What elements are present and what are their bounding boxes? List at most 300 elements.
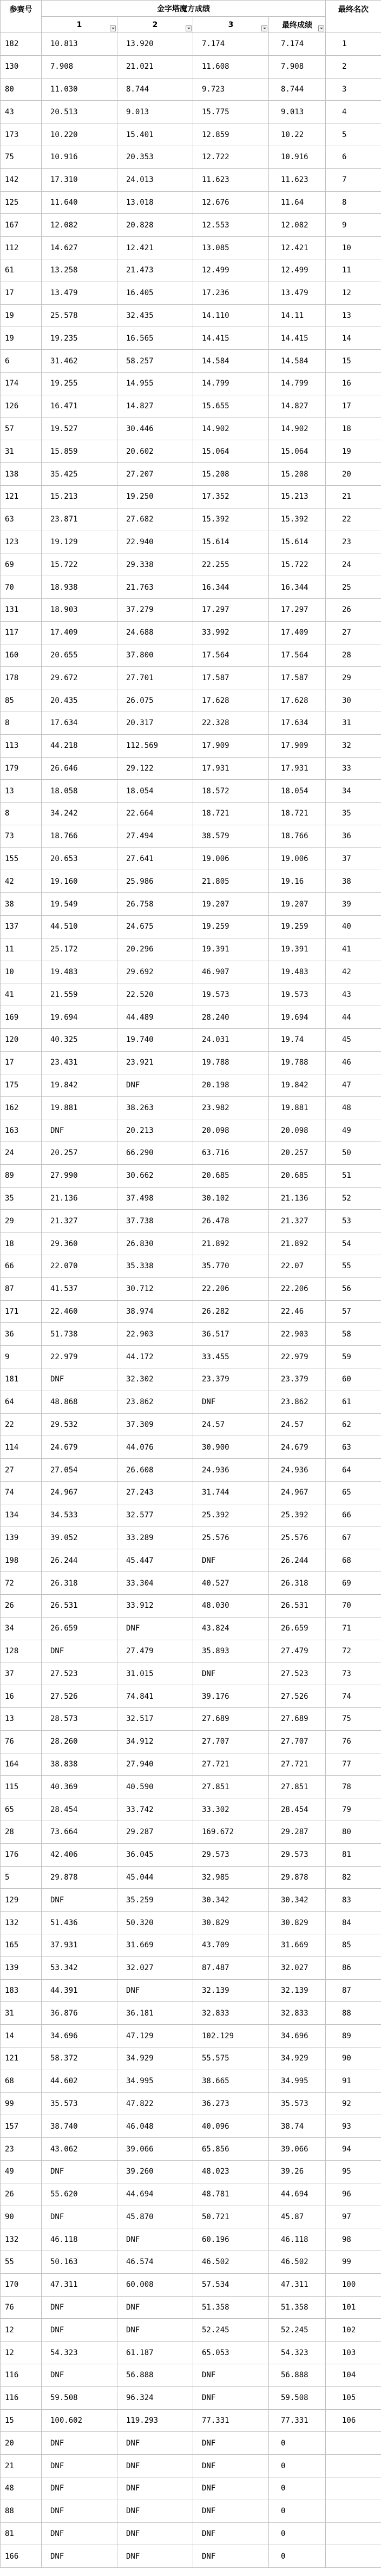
cell-final-rank[interactable]: 2 (326, 55, 381, 78)
cell-contestant-id[interactable]: 8 (1, 712, 42, 734)
cell-attempt-1[interactable]: 44.602 (42, 2070, 117, 2092)
cell-attempt-3[interactable]: 25.392 (193, 1504, 269, 1527)
cell-contestant-id[interactable]: 55 (1, 2251, 42, 2274)
cell-attempt-3[interactable]: 17.297 (193, 598, 269, 621)
cell-attempt-3[interactable]: 23.982 (193, 1097, 269, 1119)
cell-attempt-1[interactable]: 59.508 (42, 2386, 117, 2409)
cell-attempt-1[interactable]: 17.634 (42, 712, 117, 734)
cell-final-rank[interactable]: 36 (326, 825, 381, 847)
cell-contestant-id[interactable]: 15 (1, 2409, 42, 2432)
cell-final-result[interactable]: 19.573 (269, 983, 326, 1006)
cell-attempt-2[interactable]: 19.250 (117, 485, 193, 508)
cell-attempt-3[interactable]: 36.517 (193, 1323, 269, 1346)
cell-contestant-id[interactable]: 162 (1, 1097, 42, 1119)
cell-attempt-1[interactable]: 27.990 (42, 1164, 117, 1187)
cell-final-rank[interactable]: 37 (326, 847, 381, 870)
cell-attempt-2[interactable]: 46.048 (117, 2115, 193, 2138)
cell-attempt-1[interactable]: 43.062 (42, 2138, 117, 2161)
cell-final-rank[interactable]: 64 (326, 1459, 381, 1482)
cell-attempt-2[interactable]: 112.569 (117, 734, 193, 757)
cell-final-result[interactable]: 27.707 (269, 1730, 326, 1753)
cell-attempt-2[interactable]: 37.498 (117, 1187, 193, 1210)
cell-attempt-1[interactable]: 19.694 (42, 1006, 117, 1029)
cell-contestant-id[interactable]: 29 (1, 1210, 42, 1232)
cell-attempt-2[interactable]: 32.577 (117, 1504, 193, 1527)
cell-attempt-1[interactable]: 18.938 (42, 576, 117, 599)
cell-attempt-1[interactable]: DNF (42, 2432, 117, 2455)
cell-attempt-2[interactable]: 14.955 (117, 372, 193, 395)
cell-attempt-2[interactable]: 39.260 (117, 2160, 193, 2183)
cell-final-result[interactable]: 27.721 (269, 1753, 326, 1776)
cell-final-result[interactable]: 46.118 (269, 2228, 326, 2251)
cell-attempt-1[interactable]: 46.118 (42, 2228, 117, 2251)
cell-attempt-3[interactable]: 65.856 (193, 2138, 269, 2161)
cell-attempt-3[interactable]: 46.502 (193, 2251, 269, 2274)
cell-contestant-id[interactable]: 114 (1, 1436, 42, 1459)
cell-final-rank[interactable]: 89 (326, 2025, 381, 2047)
cell-contestant-id[interactable]: 130 (1, 55, 42, 78)
cell-attempt-1[interactable]: 29.532 (42, 1413, 117, 1436)
cell-final-rank[interactable]: 99 (326, 2251, 381, 2274)
cell-attempt-3[interactable]: 28.240 (193, 1006, 269, 1029)
cell-final-rank[interactable]: 46 (326, 1051, 381, 1074)
cell-final-result[interactable]: 15.392 (269, 508, 326, 531)
cell-final-result[interactable]: 19.16 (269, 870, 326, 893)
cell-attempt-3[interactable]: 17.628 (193, 689, 269, 712)
cell-attempt-2[interactable]: 23.921 (117, 1051, 193, 1074)
cell-contestant-id[interactable]: 48 (1, 2477, 42, 2500)
cell-attempt-1[interactable]: 44.218 (42, 734, 117, 757)
cell-final-rank[interactable]: 45 (326, 1029, 381, 1052)
cell-attempt-3[interactable]: 46.907 (193, 961, 269, 983)
cell-attempt-3[interactable]: 65.053 (193, 2342, 269, 2364)
cell-contestant-id[interactable]: 73 (1, 825, 42, 847)
cell-final-result[interactable]: 22.46 (269, 1300, 326, 1323)
cell-final-result[interactable]: 16.344 (269, 576, 326, 599)
cell-contestant-id[interactable]: 8 (1, 803, 42, 825)
cell-final-rank[interactable]: 66 (326, 1504, 381, 1527)
cell-contestant-id[interactable]: 63 (1, 508, 42, 531)
cell-contestant-id[interactable]: 9 (1, 1346, 42, 1368)
cell-attempt-2[interactable]: 22.664 (117, 803, 193, 825)
cell-final-rank[interactable]: 75 (326, 1707, 381, 1730)
cell-final-result[interactable]: 0 (269, 2522, 326, 2545)
cell-contestant-id[interactable]: 178 (1, 667, 42, 689)
cell-final-result[interactable]: 29.878 (269, 1866, 326, 1889)
cell-final-result[interactable]: 26.659 (269, 1617, 326, 1640)
cell-final-result[interactable]: 23.862 (269, 1391, 326, 1413)
cell-attempt-1[interactable]: 36.876 (42, 2002, 117, 2025)
cell-attempt-1[interactable]: 27.054 (42, 1459, 117, 1482)
cell-attempt-1[interactable]: DNF (42, 2500, 117, 2522)
cell-attempt-3[interactable]: 51.358 (193, 2296, 269, 2319)
cell-contestant-id[interactable]: 74 (1, 1482, 42, 1504)
cell-attempt-3[interactable]: 169.672 (193, 1821, 269, 1843)
cell-attempt-1[interactable]: 50.163 (42, 2251, 117, 2274)
cell-final-result[interactable]: 17.297 (269, 598, 326, 621)
cell-final-result[interactable]: 11.64 (269, 191, 326, 214)
cell-final-result[interactable]: 27.526 (269, 1685, 326, 1708)
cell-attempt-1[interactable]: DNF (42, 1119, 117, 1142)
cell-final-result[interactable]: 32.027 (269, 1957, 326, 1979)
cell-attempt-3[interactable]: 15.614 (193, 531, 269, 553)
cell-final-rank[interactable]: 26 (326, 598, 381, 621)
cell-attempt-3[interactable]: 17.587 (193, 667, 269, 689)
cell-attempt-1[interactable]: 51.436 (42, 1912, 117, 1934)
cell-attempt-1[interactable]: 53.342 (42, 1957, 117, 1979)
cell-contestant-id[interactable]: 12 (1, 2319, 42, 2342)
cell-final-rank[interactable]: 72 (326, 1640, 381, 1662)
cell-final-rank[interactable]: 87 (326, 1979, 381, 2002)
cell-final-result[interactable]: 14.799 (269, 372, 326, 395)
cell-final-rank[interactable]: 47 (326, 1074, 381, 1097)
cell-final-result[interactable]: 44.694 (269, 2183, 326, 2206)
cell-attempt-1[interactable]: 10.813 (42, 33, 117, 56)
cell-final-rank[interactable]: 52 (326, 1187, 381, 1210)
cell-contestant-id[interactable]: 123 (1, 531, 42, 553)
cell-contestant-id[interactable]: 116 (1, 2386, 42, 2409)
cell-final-rank[interactable]: 94 (326, 2138, 381, 2161)
cell-contestant-id[interactable]: 26 (1, 2183, 42, 2206)
cell-final-rank[interactable]: 24 (326, 553, 381, 576)
cell-attempt-2[interactable]: 29.287 (117, 1821, 193, 1843)
cell-attempt-1[interactable]: 11.640 (42, 191, 117, 214)
cell-attempt-1[interactable]: DNF (42, 2522, 117, 2545)
cell-final-rank[interactable]: 74 (326, 1685, 381, 1708)
cell-attempt-1[interactable]: 29.360 (42, 1232, 117, 1255)
cell-final-rank[interactable] (326, 2500, 381, 2522)
cell-attempt-3[interactable]: 23.379 (193, 1368, 269, 1391)
cell-attempt-3[interactable]: 11.623 (193, 168, 269, 191)
cell-attempt-1[interactable]: 23.871 (42, 508, 117, 531)
cell-final-rank[interactable]: 42 (326, 961, 381, 983)
cell-attempt-2[interactable]: 45.447 (117, 1549, 193, 1572)
cell-contestant-id[interactable]: 23 (1, 2138, 42, 2161)
cell-attempt-2[interactable]: 30.712 (117, 1277, 193, 1300)
cell-final-rank[interactable]: 11 (326, 259, 381, 282)
cell-attempt-2[interactable]: 56.888 (117, 2364, 193, 2387)
cell-final-result[interactable]: 30.829 (269, 1912, 326, 1934)
cell-final-result[interactable]: 15.213 (269, 485, 326, 508)
cell-attempt-1[interactable]: 58.372 (42, 2047, 117, 2070)
cell-attempt-3[interactable]: 22.328 (193, 712, 269, 734)
cell-attempt-3[interactable]: 27.707 (193, 1730, 269, 1753)
cell-final-result[interactable]: 30.342 (269, 1889, 326, 1912)
cell-attempt-1[interactable]: DNF (42, 2364, 117, 2387)
cell-attempt-1[interactable]: 39.052 (42, 1527, 117, 1549)
cell-attempt-2[interactable]: 27.682 (117, 508, 193, 531)
cell-attempt-1[interactable]: 34.242 (42, 803, 117, 825)
cell-attempt-3[interactable]: 15.775 (193, 101, 269, 123)
cell-final-result[interactable]: 17.587 (269, 667, 326, 689)
cell-attempt-1[interactable]: 25.172 (42, 938, 117, 961)
cell-attempt-2[interactable]: 24.013 (117, 168, 193, 191)
cell-contestant-id[interactable]: 129 (1, 1889, 42, 1912)
cell-contestant-id[interactable]: 10 (1, 961, 42, 983)
cell-attempt-2[interactable]: 15.401 (117, 123, 193, 146)
cell-attempt-1[interactable]: 15.859 (42, 440, 117, 463)
cell-contestant-id[interactable]: 17 (1, 1051, 42, 1074)
cell-contestant-id[interactable]: 12 (1, 2342, 42, 2364)
cell-contestant-id[interactable]: 35 (1, 1187, 42, 1210)
cell-final-rank[interactable]: 48 (326, 1097, 381, 1119)
cell-final-rank[interactable]: 31 (326, 712, 381, 734)
header-attempt-1[interactable] (42, 17, 117, 33)
cell-contestant-id[interactable]: 88 (1, 2500, 42, 2522)
cell-contestant-id[interactable]: 165 (1, 1934, 42, 1957)
cell-attempt-1[interactable]: 23.431 (42, 1051, 117, 1074)
cell-attempt-1[interactable]: 19.483 (42, 961, 117, 983)
cell-attempt-1[interactable]: 42.406 (42, 1843, 117, 1866)
cell-final-rank[interactable]: 84 (326, 1912, 381, 1934)
cell-final-result[interactable]: 7.174 (269, 33, 326, 56)
cell-attempt-2[interactable]: 20.317 (117, 712, 193, 734)
cell-final-rank[interactable]: 70 (326, 1594, 381, 1617)
cell-attempt-3[interactable]: 48.781 (193, 2183, 269, 2206)
cell-attempt-2[interactable]: 8.744 (117, 78, 193, 101)
cell-final-result[interactable]: 21.327 (269, 1210, 326, 1232)
cell-contestant-id[interactable]: 121 (1, 2047, 42, 2070)
cell-contestant-id[interactable]: 198 (1, 1549, 42, 1572)
cell-attempt-1[interactable]: 12.082 (42, 214, 117, 237)
cell-attempt-1[interactable]: 20.513 (42, 101, 117, 123)
cell-attempt-2[interactable]: 19.740 (117, 1029, 193, 1052)
cell-attempt-1[interactable]: 21.327 (42, 1210, 117, 1232)
cell-final-rank[interactable]: 91 (326, 2070, 381, 2092)
cell-final-result[interactable]: 0 (269, 2455, 326, 2477)
cell-attempt-2[interactable]: 35.259 (117, 1889, 193, 1912)
cell-final-result[interactable]: 26.244 (269, 1549, 326, 1572)
cell-attempt-1[interactable]: DNF (42, 2160, 117, 2183)
cell-final-rank[interactable]: 3 (326, 78, 381, 101)
cell-attempt-1[interactable]: 27.523 (42, 1662, 117, 1685)
cell-contestant-id[interactable]: 36 (1, 1323, 42, 1346)
cell-attempt-2[interactable]: 20.213 (117, 1119, 193, 1142)
cell-attempt-1[interactable]: 44.510 (42, 916, 117, 938)
cell-attempt-2[interactable]: DNF (117, 2522, 193, 2545)
cell-attempt-2[interactable]: 27.243 (117, 1482, 193, 1504)
cell-attempt-2[interactable]: 32.435 (117, 304, 193, 327)
cell-contestant-id[interactable]: 28 (1, 1821, 42, 1843)
cell-attempt-1[interactable]: 37.931 (42, 1934, 117, 1957)
cell-final-result[interactable]: 0 (269, 2545, 326, 2568)
cell-attempt-1[interactable]: 22.460 (42, 1300, 117, 1323)
cell-attempt-2[interactable]: 25.986 (117, 870, 193, 893)
cell-final-rank[interactable]: 56 (326, 1277, 381, 1300)
cell-contestant-id[interactable]: 183 (1, 1979, 42, 2002)
cell-final-result[interactable]: 15.208 (269, 463, 326, 486)
cell-final-rank[interactable]: 101 (326, 2296, 381, 2319)
cell-attempt-1[interactable]: 20.257 (42, 1142, 117, 1165)
cell-attempt-1[interactable]: 26.659 (42, 1617, 117, 1640)
cell-contestant-id[interactable]: 41 (1, 983, 42, 1006)
cell-attempt-2[interactable]: 27.494 (117, 825, 193, 847)
cell-attempt-3[interactable]: 15.655 (193, 395, 269, 418)
cell-attempt-3[interactable]: 21.892 (193, 1232, 269, 1255)
cell-attempt-3[interactable]: 35.893 (193, 1640, 269, 1662)
cell-final-rank[interactable]: 33 (326, 757, 381, 780)
cell-final-rank[interactable]: 85 (326, 1934, 381, 1957)
cell-attempt-1[interactable]: 35.573 (42, 2092, 117, 2115)
cell-final-result[interactable]: 12.082 (269, 214, 326, 237)
cell-attempt-3[interactable]: 29.573 (193, 1843, 269, 1866)
cell-attempt-3[interactable]: DNF (193, 2522, 269, 2545)
cell-contestant-id[interactable]: 113 (1, 734, 42, 757)
cell-attempt-1[interactable]: 44.391 (42, 1979, 117, 2002)
cell-attempt-1[interactable]: 20.653 (42, 847, 117, 870)
cell-final-rank[interactable]: 10 (326, 237, 381, 259)
cell-final-result[interactable]: 54.323 (269, 2342, 326, 2364)
cell-attempt-2[interactable]: 20.296 (117, 938, 193, 961)
cell-final-rank[interactable]: 61 (326, 1391, 381, 1413)
cell-attempt-2[interactable]: 33.912 (117, 1594, 193, 1617)
cell-final-result[interactable]: 19.694 (269, 1006, 326, 1029)
cell-attempt-3[interactable]: 60.196 (193, 2228, 269, 2251)
cell-final-rank[interactable]: 68 (326, 1549, 381, 1572)
cell-attempt-3[interactable]: 7.174 (193, 33, 269, 56)
cell-attempt-1[interactable]: 15.213 (42, 485, 117, 508)
cell-attempt-3[interactable]: 22.206 (193, 1277, 269, 1300)
cell-attempt-2[interactable]: 45.870 (117, 2206, 193, 2228)
cell-attempt-3[interactable]: DNF (193, 2455, 269, 2477)
cell-final-rank[interactable]: 69 (326, 1572, 381, 1595)
cell-attempt-1[interactable]: DNF (42, 2206, 117, 2228)
cell-contestant-id[interactable]: 155 (1, 847, 42, 870)
cell-final-rank[interactable]: 60 (326, 1368, 381, 1391)
cell-attempt-3[interactable]: 38.579 (193, 825, 269, 847)
cell-attempt-1[interactable]: 19.255 (42, 372, 117, 395)
cell-final-rank[interactable]: 58 (326, 1323, 381, 1346)
cell-attempt-1[interactable]: 7.908 (42, 55, 117, 78)
cell-attempt-3[interactable]: 32.139 (193, 1979, 269, 2002)
cell-final-result[interactable]: 0 (269, 2500, 326, 2522)
cell-contestant-id[interactable]: 13 (1, 1707, 42, 1730)
cell-contestant-id[interactable]: 27 (1, 1459, 42, 1482)
cell-contestant-id[interactable]: 42 (1, 870, 42, 893)
cell-contestant-id[interactable]: 176 (1, 1843, 42, 1866)
cell-final-rank[interactable]: 32 (326, 734, 381, 757)
cell-final-result[interactable]: 21.136 (269, 1187, 326, 1210)
cell-attempt-3[interactable]: 77.331 (193, 2409, 269, 2432)
cell-attempt-1[interactable]: DNF (42, 2545, 117, 2568)
cell-final-rank[interactable]: 55 (326, 1255, 381, 1278)
cell-final-result[interactable]: 24.57 (269, 1413, 326, 1436)
cell-attempt-3[interactable]: 31.744 (193, 1482, 269, 1504)
cell-attempt-1[interactable]: 15.722 (42, 553, 117, 576)
cell-attempt-2[interactable]: 39.066 (117, 2138, 193, 2161)
cell-attempt-2[interactable]: 20.353 (117, 146, 193, 168)
cell-attempt-2[interactable]: 24.688 (117, 621, 193, 644)
cell-attempt-1[interactable]: 20.655 (42, 644, 117, 667)
cell-attempt-3[interactable]: 24.031 (193, 1029, 269, 1052)
cell-final-result[interactable]: 17.628 (269, 689, 326, 712)
cell-final-result[interactable]: 17.564 (269, 644, 326, 667)
cell-attempt-3[interactable]: 87.487 (193, 1957, 269, 1979)
cell-attempt-3[interactable]: 43.709 (193, 1934, 269, 1957)
cell-final-rank[interactable]: 88 (326, 2002, 381, 2025)
cell-contestant-id[interactable]: 128 (1, 1640, 42, 1662)
cell-attempt-1[interactable]: 28.573 (42, 1707, 117, 1730)
cell-final-result[interactable]: 77.331 (269, 2409, 326, 2432)
cell-attempt-2[interactable]: 46.574 (117, 2251, 193, 2274)
cell-final-result[interactable]: 46.502 (269, 2251, 326, 2274)
cell-contestant-id[interactable]: 139 (1, 1957, 42, 1979)
cell-attempt-3[interactable]: DNF (193, 2432, 269, 2455)
cell-attempt-2[interactable]: 45.044 (117, 1866, 193, 1889)
cell-final-rank[interactable]: 57 (326, 1300, 381, 1323)
cell-final-result[interactable]: 52.245 (269, 2319, 326, 2342)
cell-attempt-1[interactable]: 18.766 (42, 825, 117, 847)
cell-final-rank[interactable]: 7 (326, 168, 381, 191)
cell-attempt-3[interactable]: 14.110 (193, 304, 269, 327)
cell-final-result[interactable]: 10.22 (269, 123, 326, 146)
cell-attempt-3[interactable]: 14.415 (193, 327, 269, 350)
cell-final-rank[interactable]: 103 (326, 2342, 381, 2364)
cell-attempt-2[interactable]: 96.324 (117, 2386, 193, 2409)
cell-attempt-2[interactable]: 119.293 (117, 2409, 193, 2432)
cell-attempt-3[interactable]: 19.006 (193, 847, 269, 870)
cell-final-result[interactable]: 24.936 (269, 1459, 326, 1482)
cell-final-result[interactable]: 12.421 (269, 237, 326, 259)
cell-attempt-3[interactable]: 33.992 (193, 621, 269, 644)
cell-attempt-3[interactable]: 22.255 (193, 553, 269, 576)
cell-attempt-3[interactable]: 19.788 (193, 1051, 269, 1074)
cell-final-rank[interactable]: 8 (326, 191, 381, 214)
cell-final-result[interactable]: 14.902 (269, 418, 326, 440)
cell-attempt-1[interactable]: DNF (42, 2477, 117, 2500)
cell-final-result[interactable]: 17.909 (269, 734, 326, 757)
cell-final-result[interactable]: 18.721 (269, 803, 326, 825)
cell-attempt-2[interactable]: 23.862 (117, 1391, 193, 1413)
cell-contestant-id[interactable]: 76 (1, 1730, 42, 1753)
cell-attempt-1[interactable]: 26.244 (42, 1549, 117, 1572)
cell-attempt-3[interactable]: 12.722 (193, 146, 269, 168)
cell-attempt-2[interactable]: 27.701 (117, 667, 193, 689)
cell-attempt-2[interactable]: 27.479 (117, 1640, 193, 1662)
cell-attempt-2[interactable]: 12.421 (117, 237, 193, 259)
cell-final-rank[interactable] (326, 2455, 381, 2477)
cell-final-rank[interactable]: 43 (326, 983, 381, 1006)
cell-contestant-id[interactable]: 49 (1, 2160, 42, 2183)
cell-contestant-id[interactable]: 81 (1, 2522, 42, 2545)
cell-final-result[interactable]: 18.766 (269, 825, 326, 847)
cell-attempt-2[interactable]: 16.405 (117, 282, 193, 304)
cell-attempt-3[interactable]: 14.584 (193, 350, 269, 373)
cell-attempt-1[interactable]: 19.527 (42, 418, 117, 440)
cell-final-result[interactable]: 39.26 (269, 2160, 326, 2183)
cell-attempt-2[interactable]: 34.929 (117, 2047, 193, 2070)
cell-attempt-1[interactable]: DNF (42, 1640, 117, 1662)
cell-attempt-2[interactable]: 33.742 (117, 1798, 193, 1821)
cell-final-result[interactable]: 19.483 (269, 961, 326, 983)
cell-attempt-3[interactable]: 32.985 (193, 1866, 269, 1889)
cell-attempt-2[interactable]: 21.473 (117, 259, 193, 282)
cell-attempt-1[interactable]: 48.868 (42, 1391, 117, 1413)
cell-final-result[interactable]: 19.74 (269, 1029, 326, 1052)
cell-final-rank[interactable]: 6 (326, 146, 381, 168)
cell-attempt-2[interactable]: 34.995 (117, 2070, 193, 2092)
cell-final-result[interactable]: 25.392 (269, 1504, 326, 1527)
cell-final-result[interactable]: 7.908 (269, 55, 326, 78)
cell-final-rank[interactable]: 71 (326, 1617, 381, 1640)
cell-attempt-3[interactable]: 12.553 (193, 214, 269, 237)
cell-final-result[interactable]: 19.207 (269, 893, 326, 916)
cell-contestant-id[interactable]: 138 (1, 463, 42, 486)
cell-attempt-2[interactable]: 32.027 (117, 1957, 193, 1979)
cell-final-result[interactable]: 20.257 (269, 1142, 326, 1165)
cell-final-rank[interactable]: 4 (326, 101, 381, 123)
cell-final-rank[interactable] (326, 2432, 381, 2455)
